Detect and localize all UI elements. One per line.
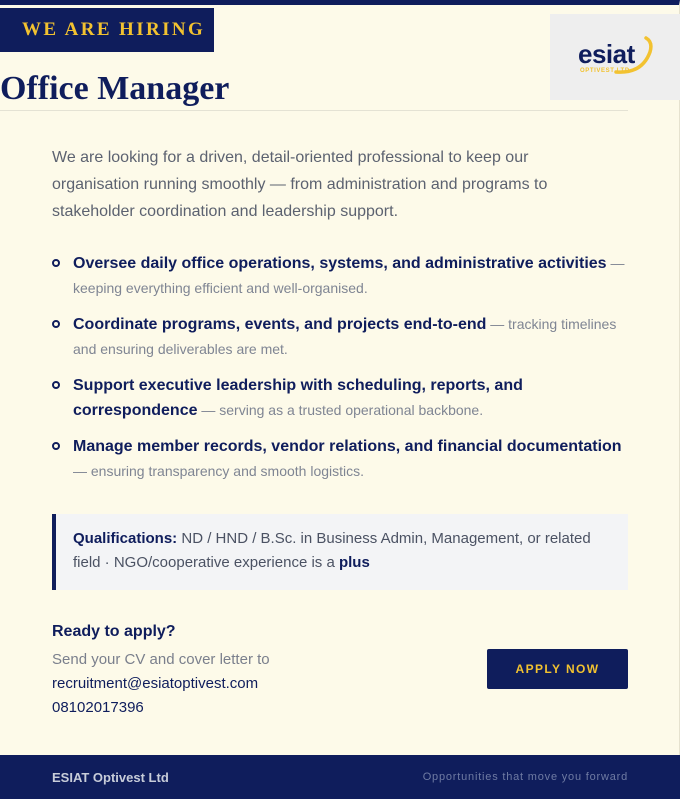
duty-description: — ensuring transparency and smooth logistics. (73, 463, 365, 479)
bullet-icon (52, 259, 60, 267)
qualifications-label: Qualifications: (73, 530, 178, 547)
intro-paragraph: We are looking for a driven, detail-oriented professional to keep our organisation running smoothly — from administration and programs to stakeholder coordination and leadership support. (52, 149, 548, 220)
duty-item (52, 251, 632, 312)
apply-now-button[interactable]: APPLY NOW (487, 649, 628, 689)
qualifications-box (52, 514, 628, 590)
title-divider (0, 110, 628, 111)
job-title: Office Manager (0, 70, 230, 107)
duty-title: Manage member records, vendor relations, and financial documentation (73, 438, 622, 455)
apply-heading: Ready to apply? (52, 623, 176, 640)
company-logo (550, 14, 680, 100)
duty-item (52, 373, 632, 434)
apply-note: Send your CV and cover letter to (52, 651, 270, 668)
footer-tagline: Opportunities that move you forward (422, 771, 628, 783)
duty-item (52, 312, 632, 373)
esiat-logo-icon (550, 14, 680, 100)
duty-item (52, 434, 632, 495)
apply-contact (52, 648, 352, 720)
qualifications-text: ND / HND / B.Sc. in Business Admin, Management, or related field · NGO/cooperative experience is a (73, 530, 591, 571)
bullet-icon (52, 442, 60, 450)
hiring-badge: WE ARE HIRING (0, 8, 214, 52)
contact-email-link[interactable]: recruitment@esiatoptivest.com (52, 675, 259, 692)
logo-subtext: OPTIVEST LTD (580, 68, 630, 74)
duty-title: Coordinate programs, events, and projects end-to-end (73, 316, 487, 333)
duty-description: — tracking timelines and ensuring deliverables are met. (73, 316, 617, 357)
contact-phone-link[interactable]: 08102017396 (52, 699, 144, 716)
footer-company: ESIAT Optivest Ltd (52, 770, 169, 785)
duty-title: Oversee daily office operations, systems, and administrative activities (73, 255, 607, 272)
logo-wordmark: esiat (578, 39, 635, 69)
bullet-icon (52, 320, 60, 328)
qualifications-emphasis: plus (338, 554, 370, 571)
duty-title: Support executive leadership with scheduling, reports, and correspondence (73, 377, 523, 419)
bullet-icon (52, 381, 60, 389)
duty-description: — serving as a trusted operational backbone. (197, 402, 484, 418)
duty-description: — keeping everything efficient and well-organised. (73, 255, 625, 296)
footer-bar (0, 755, 680, 799)
duties-list (52, 251, 632, 495)
